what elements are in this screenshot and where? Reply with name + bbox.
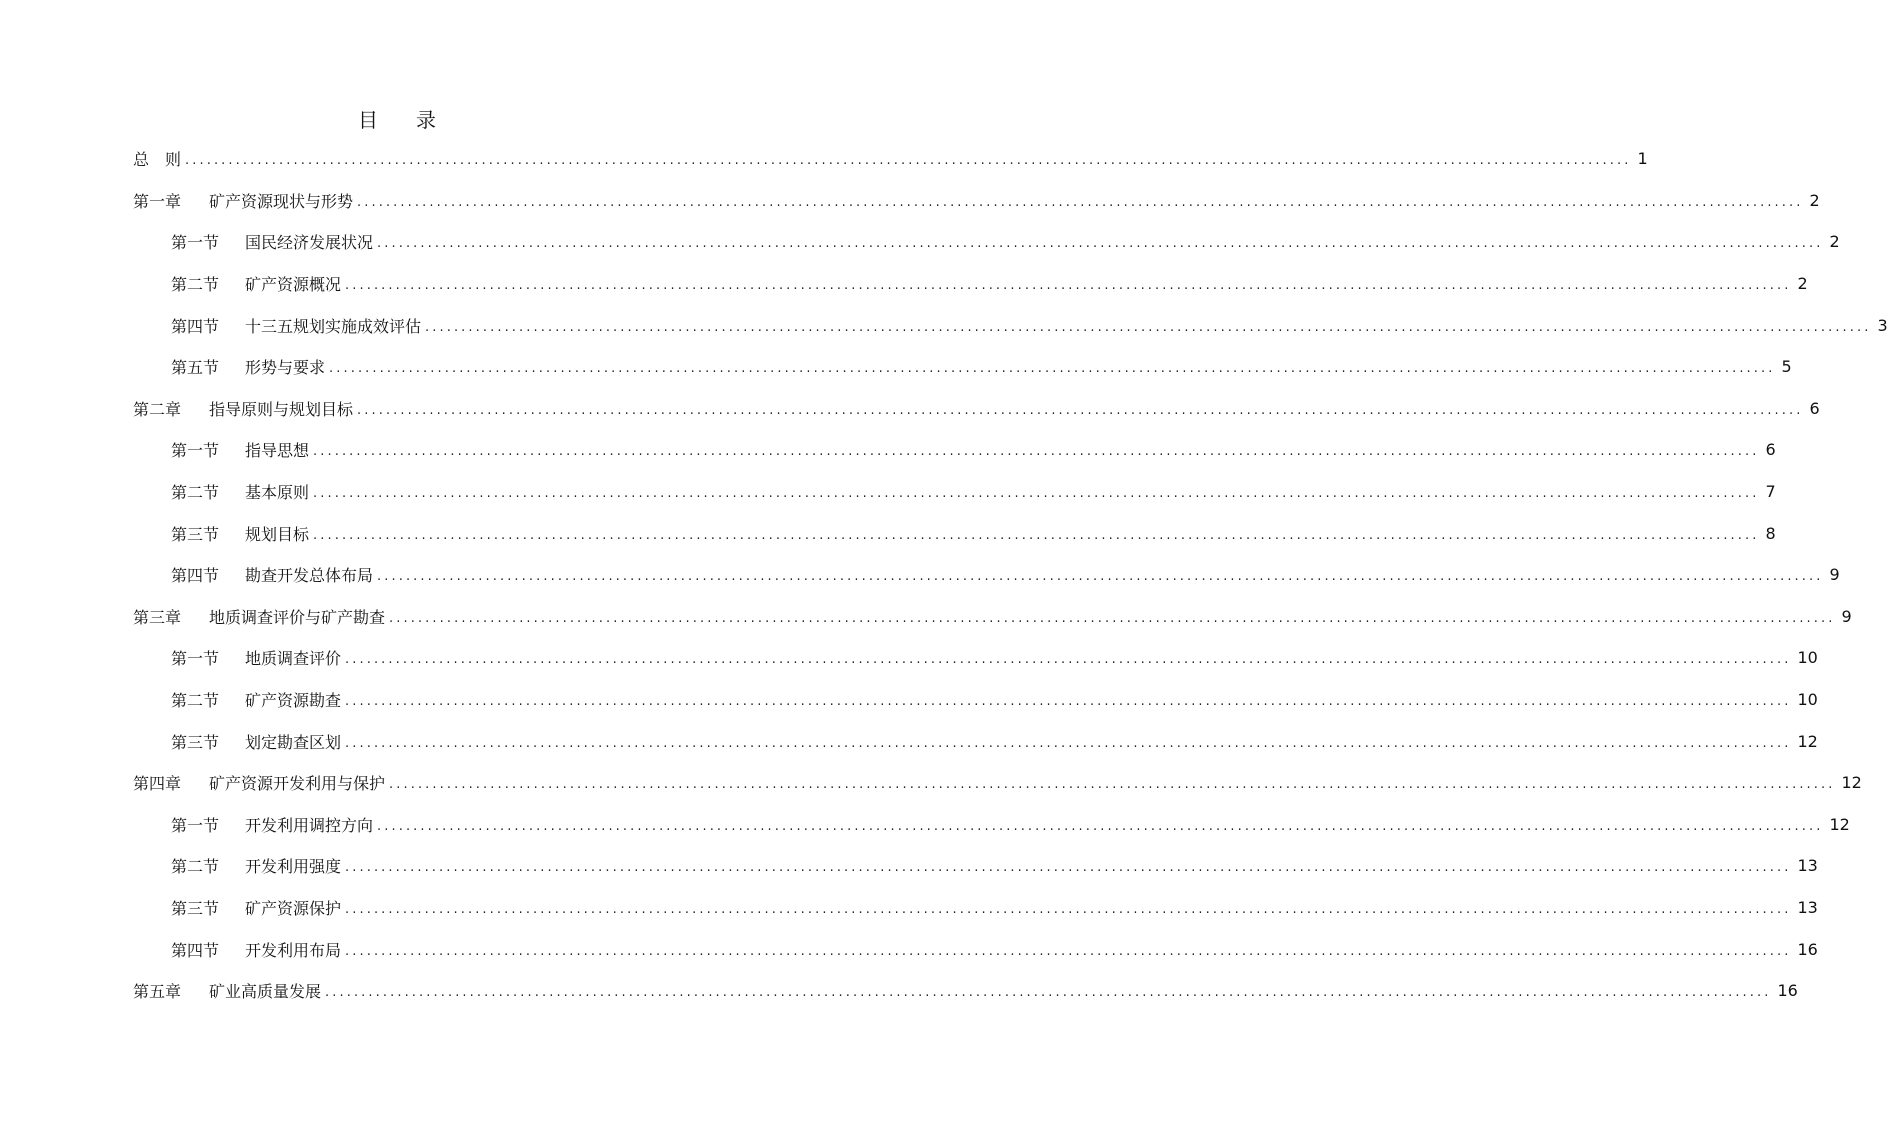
toc-page-number: 7 bbox=[1765, 482, 1776, 502]
dot-leader: ........................................................................................................................................................................................................ bbox=[357, 402, 1804, 418]
toc-entry-label bbox=[171, 896, 341, 919]
toc-section-entry[interactable] bbox=[0, 554, 1840, 596]
toc-section-entry[interactable] bbox=[0, 429, 1776, 471]
toc-entry-number: 第三章 bbox=[133, 607, 182, 627]
toc-chapter-entry[interactable] bbox=[0, 762, 1862, 804]
toc-section-entry[interactable] bbox=[0, 679, 1818, 721]
toc-page-number: 12 bbox=[1797, 731, 1818, 751]
toc-page-number: 2 bbox=[1809, 190, 1820, 210]
toc-entry-title: 国民经济发展状况 bbox=[245, 233, 374, 253]
dot-leader: ........................................................................................................................................................................................................ bbox=[313, 486, 1760, 502]
toc-entry-number: 第四节 bbox=[171, 566, 220, 586]
toc-entry-label bbox=[171, 688, 341, 711]
dot-leader: ........................................................................................................................................................................................................ bbox=[345, 652, 1792, 668]
toc-entry-label bbox=[171, 314, 421, 337]
toc-section-entry[interactable] bbox=[0, 512, 1776, 554]
toc-page-number: 13 bbox=[1797, 856, 1818, 876]
toc-section-entry[interactable] bbox=[0, 887, 1818, 929]
toc-entry-title: 矿产资源概况 bbox=[245, 275, 342, 295]
toc-entry-title: 开发利用布局 bbox=[245, 940, 342, 960]
toc-entry-title: 勘查开发总体布局 bbox=[245, 566, 374, 586]
toc-title-char: 目 bbox=[358, 108, 378, 132]
dot-leader: ........................................................................................................................................................................................................ bbox=[325, 985, 1772, 1001]
toc-entry-label bbox=[133, 189, 353, 212]
toc-entry-label bbox=[171, 563, 373, 586]
toc-entry-title: 开发利用调控方向 bbox=[245, 815, 374, 835]
toc-entry-number: 第二节 bbox=[171, 857, 220, 877]
toc-section-entry[interactable] bbox=[0, 804, 1850, 846]
toc-entry-number: 总 则 bbox=[133, 150, 182, 170]
dot-leader: ........................................................................................................................................................................................................ bbox=[389, 610, 1836, 626]
toc-section-entry[interactable] bbox=[0, 845, 1818, 887]
toc-page-number: 5 bbox=[1781, 357, 1792, 377]
toc-entry-label bbox=[171, 938, 341, 961]
toc-page-number: 10 bbox=[1797, 648, 1818, 668]
toc-section-entry[interactable] bbox=[0, 720, 1818, 762]
toc-section-entry[interactable] bbox=[0, 304, 1888, 346]
toc-section-entry[interactable] bbox=[0, 471, 1776, 513]
toc-page-number: 3 bbox=[1877, 315, 1888, 335]
toc-entry-title: 十三五规划实施成效评估 bbox=[245, 316, 422, 336]
dot-leader: ........................................................................................................................................................................................................ bbox=[345, 694, 1792, 710]
toc-page-number: 9 bbox=[1841, 606, 1852, 626]
toc-entry-label bbox=[133, 147, 181, 170]
dot-leader: ........................................................................................................................................................................................................ bbox=[377, 569, 1824, 585]
toc-entry-title: 矿业高质量发展 bbox=[209, 982, 322, 1002]
toc-entry-number: 第四章 bbox=[133, 774, 182, 794]
toc-page-number: 10 bbox=[1797, 690, 1818, 710]
toc-entry-number: 第一节 bbox=[171, 815, 220, 835]
toc-entry-title: 开发利用强度 bbox=[245, 857, 342, 877]
toc-entry-label bbox=[133, 979, 321, 1002]
toc-entry-label bbox=[171, 272, 341, 295]
toc-entry-label bbox=[171, 646, 341, 669]
toc-entry-title: 划定勘查区划 bbox=[245, 732, 342, 752]
toc-page-number: 1 bbox=[1637, 149, 1648, 169]
dot-leader: ........................................................................................................................................................................................................ bbox=[345, 943, 1792, 959]
toc-entry-label bbox=[171, 854, 341, 877]
dot-leader: ........................................................................................................................................................................................................ bbox=[425, 319, 1872, 335]
dot-leader: ........................................................................................................................................................................................................ bbox=[377, 236, 1824, 252]
toc-entry-label bbox=[171, 813, 373, 836]
toc-entry-number: 第二节 bbox=[171, 275, 220, 295]
toc-entry-number: 第一节 bbox=[171, 649, 220, 669]
toc-entry-title: 矿产资源开发利用与保护 bbox=[209, 774, 386, 794]
toc-chapter-entry[interactable] bbox=[0, 138, 1648, 180]
toc-entry-number: 第五章 bbox=[133, 982, 182, 1002]
toc-entry-number: 第一节 bbox=[171, 441, 220, 461]
toc-entry-number: 第三节 bbox=[171, 524, 220, 544]
toc-page-number: 6 bbox=[1765, 440, 1776, 460]
toc-entry-title: 矿产资源现状与形势 bbox=[209, 191, 354, 211]
toc-section-entry[interactable] bbox=[0, 263, 1808, 305]
toc-page-number: 16 bbox=[1797, 939, 1818, 959]
toc-page-number: 13 bbox=[1797, 897, 1818, 917]
toc-entry-number: 第一章 bbox=[133, 191, 182, 211]
dot-leader: ........................................................................................................................................................................................................ bbox=[357, 194, 1804, 210]
dot-leader: ........................................................................................................................................................................................................ bbox=[185, 153, 1632, 169]
toc-chapter-entry[interactable] bbox=[0, 388, 1820, 430]
toc-entry-label bbox=[171, 730, 341, 753]
toc-entry-label bbox=[171, 522, 309, 545]
toc-title bbox=[0, 104, 794, 133]
dot-leader: ........................................................................................................................................................................................................ bbox=[345, 860, 1792, 876]
toc-entry-number: 第三节 bbox=[171, 732, 220, 752]
toc-entry-label bbox=[171, 230, 373, 253]
toc-entry-number: 第二章 bbox=[133, 399, 182, 419]
toc-page-number: 12 bbox=[1829, 814, 1850, 834]
dot-leader: ........................................................................................................................................................................................................ bbox=[345, 901, 1792, 917]
dot-leader: ........................................................................................................................................................................................................ bbox=[345, 278, 1792, 294]
toc-entry-title: 地质调查评价 bbox=[245, 649, 342, 669]
dot-leader: ........................................................................................................................................................................................................ bbox=[313, 527, 1760, 543]
dot-leader: ........................................................................................................................................................................................................ bbox=[313, 444, 1760, 460]
toc-entry-title: 基本原则 bbox=[245, 483, 310, 503]
table-of-contents bbox=[0, 138, 1888, 1011]
toc-chapter-entry[interactable] bbox=[0, 596, 1852, 638]
toc-entry-title: 规划目标 bbox=[245, 524, 310, 544]
toc-page-number: 9 bbox=[1829, 565, 1840, 585]
toc-chapter-entry[interactable] bbox=[0, 180, 1820, 222]
toc-entry-title: 矿产资源保护 bbox=[245, 898, 342, 918]
toc-page-number: 8 bbox=[1765, 523, 1776, 543]
dot-leader: ........................................................................................................................................................................................................ bbox=[389, 777, 1836, 793]
dot-leader: ........................................................................................................................................................................................................ bbox=[377, 818, 1824, 834]
toc-entry-label bbox=[171, 480, 309, 503]
toc-entry-number: 第三节 bbox=[171, 898, 220, 918]
toc-section-entry[interactable] bbox=[0, 221, 1840, 263]
toc-entry-number: 第四节 bbox=[171, 940, 220, 960]
dot-leader: ........................................................................................................................................................................................................ bbox=[329, 361, 1776, 377]
toc-section-entry[interactable] bbox=[0, 346, 1792, 388]
toc-entry-label bbox=[133, 397, 353, 420]
toc-page-number: 12 bbox=[1841, 773, 1862, 793]
toc-entry-title: 指导原则与规划目标 bbox=[209, 399, 354, 419]
toc-entry-title: 形势与要求 bbox=[245, 358, 326, 378]
toc-entry-title: 地质调查评价与矿产勘查 bbox=[209, 607, 386, 627]
toc-entry-title: 矿产资源勘查 bbox=[245, 691, 342, 711]
toc-entry-number: 第二节 bbox=[171, 483, 220, 503]
toc-section-entry[interactable] bbox=[0, 637, 1818, 679]
toc-entry-number: 第四节 bbox=[171, 316, 220, 336]
toc-entry-label bbox=[171, 355, 325, 378]
toc-page-number: 16 bbox=[1777, 981, 1798, 1001]
toc-section-entry[interactable] bbox=[0, 928, 1818, 970]
toc-entry-title: 指导思想 bbox=[245, 441, 310, 461]
toc-entry-label bbox=[133, 771, 385, 794]
toc-entry-number: 第二节 bbox=[171, 691, 220, 711]
dot-leader: ........................................................................................................................................................................................................ bbox=[345, 735, 1792, 751]
toc-page-number: 2 bbox=[1829, 232, 1840, 252]
toc-title-char: 录 bbox=[416, 108, 436, 132]
toc-entry-number: 第五节 bbox=[171, 358, 220, 378]
toc-page-number: 2 bbox=[1797, 274, 1808, 294]
toc-entry-label bbox=[171, 438, 309, 461]
toc-chapter-entry[interactable] bbox=[0, 970, 1798, 1012]
toc-entry-label bbox=[133, 605, 385, 628]
toc-page-number: 6 bbox=[1809, 398, 1820, 418]
toc-entry-number: 第一节 bbox=[171, 233, 220, 253]
